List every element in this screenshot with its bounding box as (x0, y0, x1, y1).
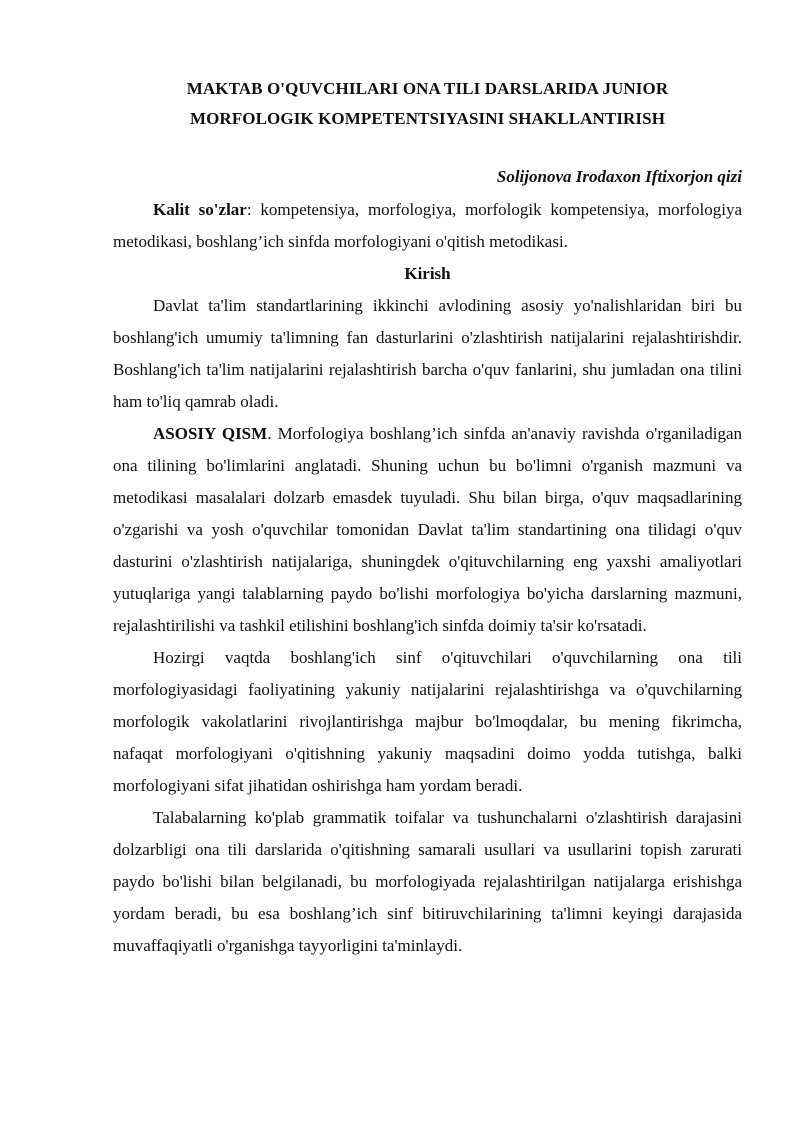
main-section-label: ASOSIY QISM (153, 424, 268, 443)
main-paragraph-3: Talabalarning ko'plab grammatik toifalar va tushunchalarni o'zlashtirish darajasini dolzarbligi ona tili darslarida o'qitishning samarali usullari va usullarini topish zarurati paydo bo'lishi bilan belgilanadi, bu morfologiyada rejalashtirilgan natijalarga erishishga yordam beradi, bu esa boshlang’ich sinf bitiruvchilarining ta'limni keyingi darajasida muvaffaqiyatli o'rganishga tayyorligini ta'minlaydi. (113, 808, 742, 955)
intro-heading: Kirish (404, 264, 451, 283)
intro-paragraph: Davlat ta'lim standartlarining ikkinchi avlodining asosiy yo'nalishlaridan biri bu boshlang'ich umumiy ta'limning fan dasturlarini o'zlashtirish natijalarini rejalashtirishdir. Boshlang'ich ta'lim natijalarini rejalashtirish barcha o'quv fanlarini, shu jumladan ona tilini ham to'liq qamrab oladi. (113, 296, 742, 411)
document-title (113, 74, 742, 134)
keywords-text: : kompetensiya, morfologiya, morfologik kompetensiya, morfologiya metodikasi, boshlang’ich sinfda morfologiyani o'qitish metodikasi. (113, 200, 742, 251)
main-paragraph-2: Hozirgi vaqtda boshlang'ich sinf o'qituvchilari o'quvchilarning ona tili morfologiyasidagi faoliyatining yakuniy natijalarini rejalashtirishga va o'quvchilarning morfologik vakolatlarini rivojlantirishga majbur bo'lmoqdalar, bu mening fikrimcha, nafaqat morfologiyani o'qitishning yakuniy maqsadini doimo yodda tutishga, balki morfologiyani sifat jihatidan oshirishga ham yordam beradi. (113, 648, 742, 795)
main-paragraph-1-text: . Morfologiya boshlang’ich sinfda an'anaviy ravishda o'rganiladigan ona tilining bo'limlarini anglatadi. Shuning uchun bu bo'limni o'rganish mazmuni va metodikasi masalalari dolzarb emasdek tuyuladi. Shu bilan birga, o'quv maqsadlarining o'zgarishi va yosh o'quvchilar tomonidan Davlat ta'lim standartining ona tilidagi o'quv dasturini o'zlashtirish natijalariga, shuningdek o'qituvchilarning eng yaxshi amaliyotlari yutuqlariga yangi talablarning paydo bo'lishi morfologiya bo'yicha darslarning mazmuni, rejalashtirilishi va tashkil etilishini boshlang'ich sinfda doimiy ta'sir ko'rsatadi. (113, 424, 742, 635)
document-page (113, 0, 742, 962)
keywords-paragraph (113, 194, 742, 258)
main-paragraph-1 (113, 418, 742, 642)
author-name: Solijonova Irodaxon Iftixorjon qizi (496, 167, 742, 186)
title-line-1: MAKTAB O'QUVCHILARI ONA TILI DARSLARIDA JUNIOR (186, 79, 669, 98)
keywords-label: Kalit so'zlar (153, 200, 247, 219)
title-line-2: MORFOLOGIK KOMPETENTSIYASINI SHAKLLANTIRISH (189, 109, 666, 128)
